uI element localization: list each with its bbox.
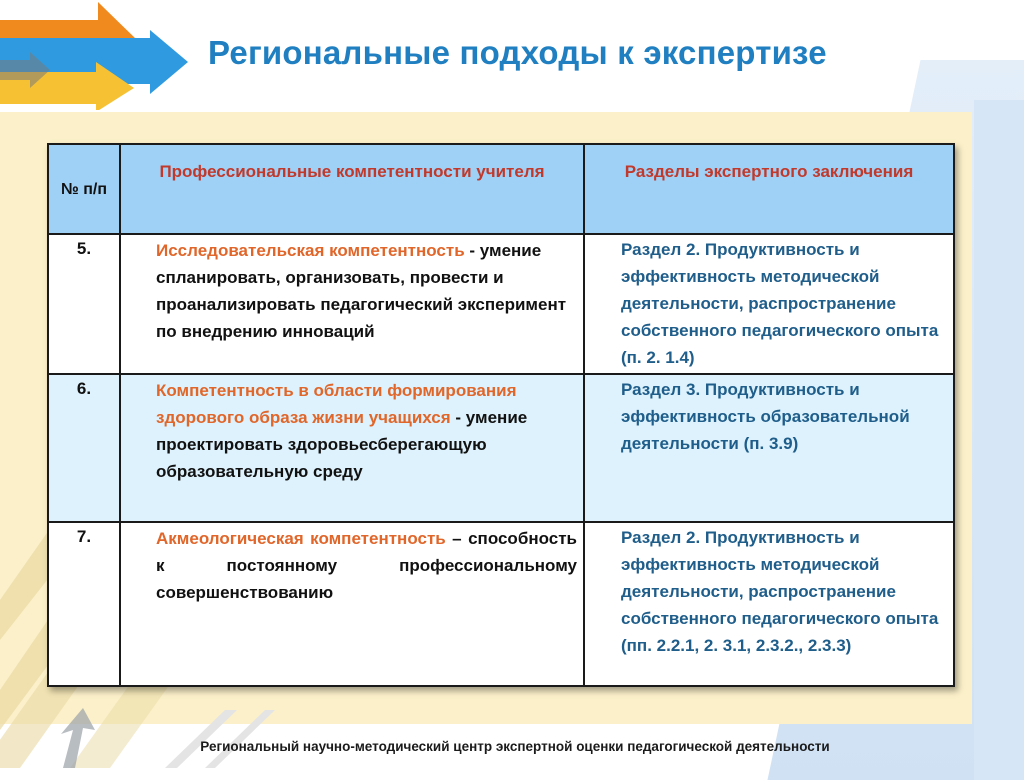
decorative-bottom-arrows [55,700,275,768]
decorative-arrows-icon [0,0,200,110]
row-number: 6. [48,374,120,522]
section-cell [584,374,954,522]
section-cell [584,234,954,374]
competence-cell [120,374,584,522]
competence-cell [120,522,584,686]
header-number: № п/п [48,144,120,234]
section-text: Раздел 2. Продуктивность и эффективность методической деятельности, распространение собственного педагогического опыта (пп. 2.2.1, 2. 3.1, 2.3.2., 2.3.3) [621,528,939,655]
background-stripe-secondary [974,100,1024,780]
competence-description: – способность к постоянному профессиональному совершенствованию [156,529,577,602]
competence-table [47,143,955,687]
table-row [48,374,954,522]
header-sections [584,144,954,234]
competence-description: - умение спланировать, организовать, провести и проанализировать педагогический эксперимент по внедрению инноваций [156,241,567,341]
section-text: Раздел 2. Продуктивность и эффективность методической деятельности, распространение собственного педагогического опыта (п. 2. 1.4) [621,240,939,367]
header-competence-label: Профессиональные компетентности учителя [159,162,545,181]
competence-cell [120,234,584,374]
table-header-row [48,144,954,234]
competence-description: - умение проектировать здоровьесберегающую образовательную среду [156,408,528,481]
competence-name: Акмеологическая компетентность [156,529,446,548]
section-cell [584,522,954,686]
table-row [48,522,954,686]
header-sections-label: Разделы экспертного заключения [624,162,914,181]
section-text: Раздел 3. Продуктивность и эффективность образовательной деятельности (п. 3.9) [621,380,910,453]
row-number: 5. [48,234,120,374]
competence-name: Компетентность в области формирования здорового образа жизни учащихся [156,381,517,427]
header-competence [120,144,584,234]
footer-caption: Региональный научно-методический центр экспертной оценки педагогической деятельности [200,739,830,754]
table-row [48,234,954,374]
row-number: 7. [48,522,120,686]
competence-name: Исследовательская компетентность [156,241,465,260]
page-title: Региональные подходы к экспертизе [208,34,827,71]
